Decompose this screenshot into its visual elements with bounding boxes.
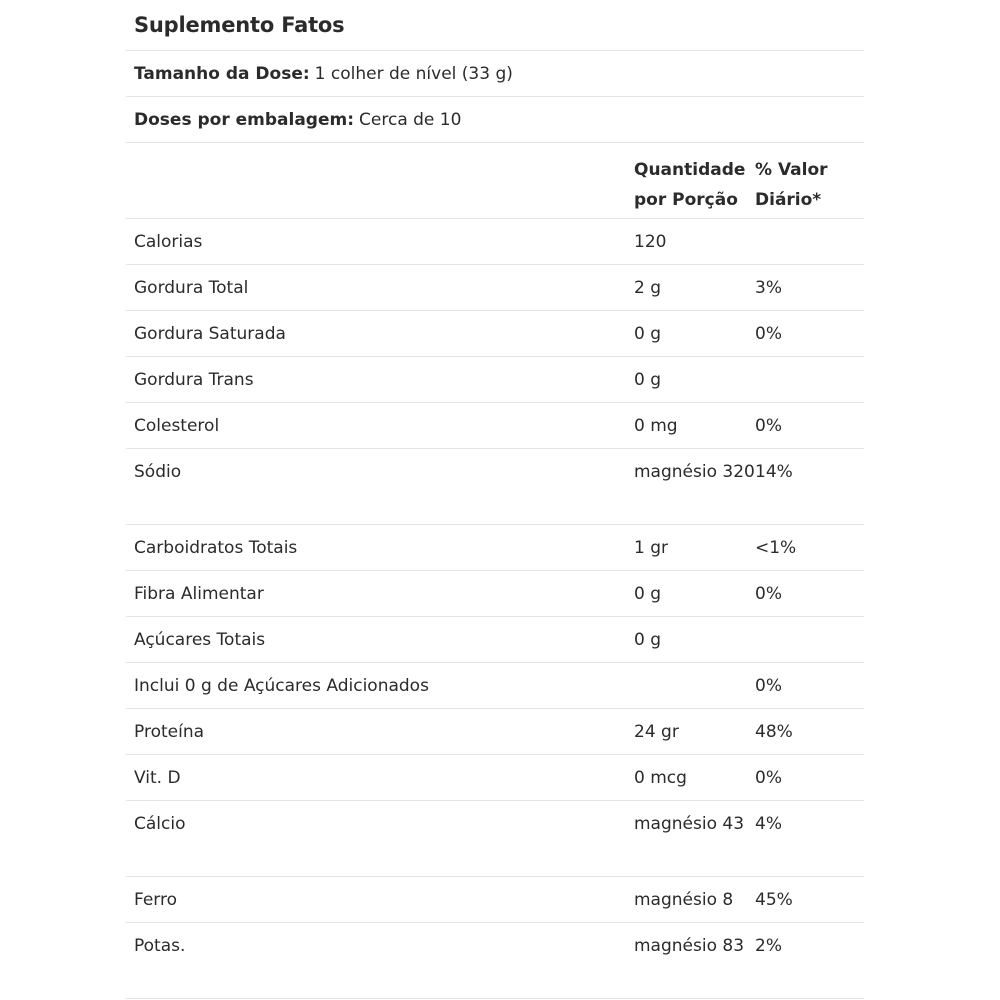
table-row [126,357,864,403]
nutrient-daily-value [755,227,864,264]
table-row [126,709,864,755]
nutrient-column-header [126,155,634,218]
nutrient-daily-value: 14% [755,462,793,482]
nutrient-daily-value: 48% [755,722,793,742]
table-row [126,525,864,571]
nutrient-daily-value: 0% [755,584,782,604]
nutrient-name: Potas. [134,936,186,956]
table-row [126,923,864,999]
nutrient-daily-value: 3% [755,278,782,298]
nutrient-amount: magnésio 320 [634,462,755,482]
supplement-facts-table [126,0,864,999]
nutrient-name: Ferro [134,890,178,910]
nutrient-name: Cálcio [134,814,186,834]
table-row [126,877,864,923]
nutrient-name: Gordura Total [134,278,249,298]
table-row [126,449,864,525]
nutrient-daily-value: <1% [755,538,797,558]
nutrient-name: Gordura Saturada [134,324,286,344]
nutrient-amount: 0 g [634,630,662,650]
nutrient-amount: 2 g [634,278,662,298]
serving-size-value: 1 colher de nível (33 g) [314,63,513,84]
serving-size-label: Tamanho da Dose: [134,63,310,84]
nutrient-daily-value: 2% [755,936,782,956]
page-title: Suplemento Fatos [134,13,345,37]
nutrient-daily-value: 0% [755,676,782,696]
nutrient-daily-value: 0% [755,324,782,344]
nutrient-amount: magnésio 8 [634,890,734,910]
nutrient-name: Proteína [134,722,205,742]
nutrient-name: Carboidratos Totais [134,538,298,558]
nutrient-daily-value: 4% [755,814,782,834]
table-row [126,265,864,311]
nutrient-amount: 0 g [634,584,662,604]
title-row [126,0,864,51]
daily-value-column-header: % Valor Diário* [755,160,828,210]
servings-per-pack-row [126,97,864,143]
nutrient-amount: 0 g [634,324,662,344]
amount-column-header: Quantidade por Porção [634,160,746,210]
nutrient-daily-value: 45% [755,890,793,910]
nutrient-amount: 0 mg [634,416,678,436]
serving-size-row [126,51,864,97]
nutrient-rows [126,219,864,999]
nutrient-amount: magnésio 83 [634,936,745,956]
nutrient-name: Colesterol [134,416,220,436]
nutrient-name: Fibra Alimentar [134,584,264,604]
nutrient-amount: 24 gr [634,722,679,742]
nutrient-name: Vit. D [134,768,181,788]
table-row [126,663,864,709]
servings-per-pack-label: Doses por embalagem: [134,109,355,130]
column-header-row [126,143,864,219]
nutrient-amount: 1 gr [634,538,668,558]
nutrient-amount [634,671,755,708]
nutrient-name: Inclui 0 g de Açúcares Adicionados [134,676,429,696]
table-row [126,617,864,663]
table-row [126,311,864,357]
nutrient-amount: 0 mcg [634,768,687,788]
nutrient-name: Gordura Trans [134,370,254,390]
table-row [126,403,864,449]
nutrient-amount: 120 [634,232,667,252]
servings-per-pack-value: Cerca de 10 [359,109,462,130]
table-row [126,219,864,265]
nutrient-amount: 0 g [634,370,662,390]
nutrient-daily-value [755,625,864,662]
nutrient-name: Calorias [134,232,203,252]
nutrient-daily-value: 0% [755,768,782,788]
nutrient-amount: magnésio 43 [634,814,745,834]
nutrient-name: Açúcares Totais [134,630,266,650]
nutrient-daily-value [755,365,864,402]
table-row [126,755,864,801]
table-row [126,801,864,877]
nutrient-name: Sódio [134,462,182,482]
nutrient-daily-value: 0% [755,416,782,436]
table-row [126,571,864,617]
